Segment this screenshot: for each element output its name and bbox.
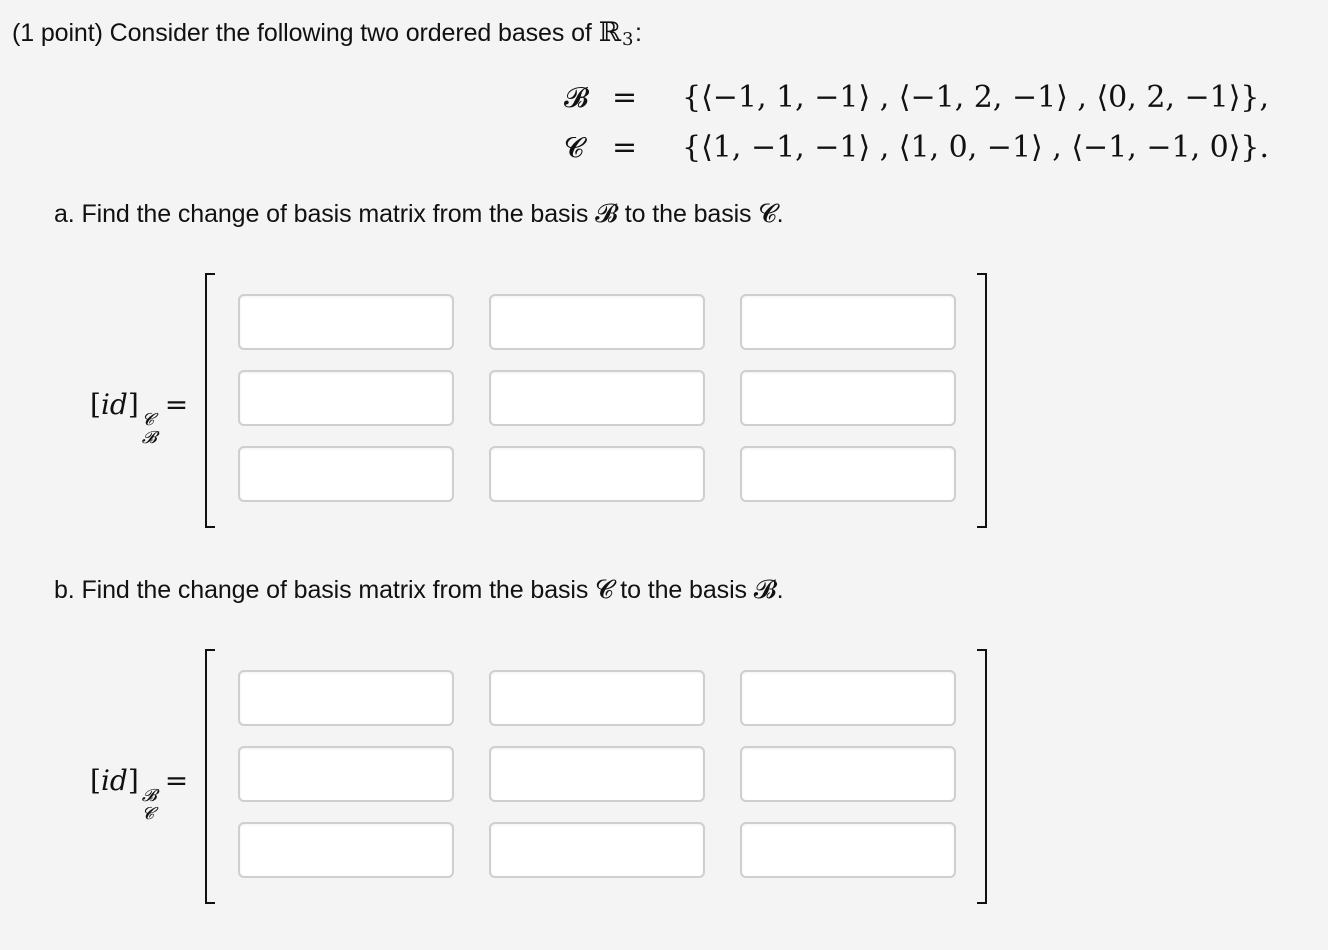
part-b-cell-2-2[interactable] bbox=[489, 746, 705, 802]
label-open-bracket: [ bbox=[90, 388, 101, 421]
part-a-cell-1-3[interactable] bbox=[740, 294, 956, 350]
part-a-cell-1-2[interactable] bbox=[489, 294, 705, 350]
part-a-matrix-label bbox=[90, 388, 189, 448]
part-b-cell-1-2[interactable] bbox=[489, 670, 705, 726]
part-a-middle: to the basis bbox=[617, 200, 759, 228]
part-b-suffix: . bbox=[776, 576, 784, 604]
problem-header bbox=[12, 17, 642, 48]
part-a-cell-2-1[interactable] bbox=[238, 370, 454, 426]
part-b-cell-1-1[interactable] bbox=[238, 670, 454, 726]
part-a-to-basis: 𝓒 bbox=[758, 199, 777, 229]
space-exponent: 3 bbox=[621, 29, 634, 50]
label-id: id bbox=[100, 388, 128, 421]
label-equals: = bbox=[164, 388, 189, 421]
basis-b-symbol: 𝓑 bbox=[564, 81, 589, 114]
label-open-bracket: [ bbox=[90, 764, 101, 797]
label-equals: = bbox=[164, 764, 189, 797]
part-b-cell-1-3[interactable] bbox=[740, 670, 956, 726]
part-a-cell-1-1[interactable] bbox=[238, 294, 454, 350]
part-a-from-basis: 𝓑 bbox=[595, 199, 618, 229]
part-b-prefix: b. Find the change of basis matrix from the basis bbox=[54, 576, 596, 604]
basis-c-equals: = bbox=[612, 130, 638, 165]
part-b-cell-2-3[interactable] bbox=[740, 746, 956, 802]
part-b-cell-3-3[interactable] bbox=[740, 822, 956, 878]
part-a-suffix: . bbox=[776, 200, 784, 228]
part-b-matrix-label bbox=[90, 764, 189, 824]
basis-c-symbol: 𝓒 bbox=[564, 131, 584, 164]
part-b-cell-3-1[interactable] bbox=[238, 822, 454, 878]
part-b-cell-2-1[interactable] bbox=[238, 746, 454, 802]
label-superscript: 𝓒 bbox=[141, 410, 154, 430]
basis-c-value: {⟨1, −1, −1⟩ , ⟨1, 0, −1⟩ , ⟨−1, −1, 0⟩}. bbox=[682, 130, 1270, 165]
part-b-to-basis: 𝓑 bbox=[753, 575, 777, 605]
matrix-left-bracket bbox=[205, 649, 215, 904]
label-close-bracket: ] bbox=[127, 764, 139, 797]
basis-b-equals: = bbox=[612, 80, 638, 115]
header-prefix: (1 point) Consider the following two ordered bases of bbox=[12, 19, 599, 47]
part-b-from-basis: 𝓒 bbox=[595, 575, 614, 605]
basis-b-definition bbox=[564, 80, 1269, 115]
part-a-question bbox=[54, 199, 783, 230]
part-b-middle: to the basis bbox=[613, 576, 754, 604]
matrix-left-bracket bbox=[205, 273, 215, 528]
basis-c-definition bbox=[564, 130, 1269, 165]
part-a-prefix: a. Find the change of basis matrix from the basis bbox=[54, 200, 596, 228]
matrix-right-bracket bbox=[977, 649, 987, 904]
part-a-cell-3-3[interactable] bbox=[740, 446, 956, 502]
part-b-question bbox=[54, 575, 783, 606]
part-a-cell-3-2[interactable] bbox=[489, 446, 705, 502]
part-a-cell-2-2[interactable] bbox=[489, 370, 705, 426]
basis-b-value: {⟨−1, 1, −1⟩ , ⟨−1, 2, −1⟩ , ⟨0, 2, −1⟩}, bbox=[682, 80, 1270, 115]
real-numbers-symbol: ℝ bbox=[598, 17, 621, 48]
label-close-bracket: ] bbox=[127, 388, 139, 421]
label-id: id bbox=[100, 764, 128, 797]
header-suffix: : bbox=[634, 19, 642, 47]
matrix-right-bracket bbox=[977, 273, 987, 528]
label-subscript: 𝓒 bbox=[141, 804, 154, 824]
part-b-cell-3-2[interactable] bbox=[489, 822, 705, 878]
label-subscript: 𝓑 bbox=[141, 428, 157, 448]
part-a-cell-2-3[interactable] bbox=[740, 370, 956, 426]
label-superscript: 𝓑 bbox=[141, 786, 157, 806]
part-a-cell-3-1[interactable] bbox=[238, 446, 454, 502]
